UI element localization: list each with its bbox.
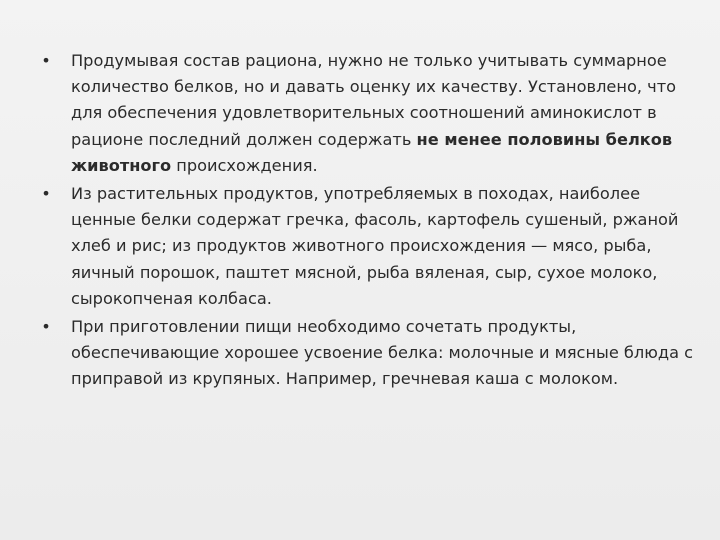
bullet-1-text-before: Продумывая состав рациона, нужно не только учитывать суммарное количество белков, но и давать оценку их качеству. Установлено, что для обеспечения удовлетворительных соотношений аминокислот в рационе последний должен содержать [71, 51, 677, 149]
bullet-3-text: При приготовлении пищи необходимо сочетать продукты, обеспечивающие хорошее усвоение белка: молочные и мясные блюда с приправой из крупяных. Например, гречневая каша с молоком. [71, 317, 694, 389]
bullet-1-text-after: происхождения. [171, 155, 318, 175]
bullet-item-2 [36, 181, 708, 312]
bullet-1-bold-text: не менее половины белков животного [71, 129, 673, 175]
bullet-2-text: Из растительных продуктов, употребляемых в походах, наиболее ценные белки содержат гречка, фасоль, картофель сушеный, ржаной хлеб и рис; из продуктов животного происхождения — мясо, рыба, яичный порошок, паштет мясной, рыба вяленая, сыр, сухое молоко, сырокопченая колбаса. [71, 184, 679, 308]
bullet-item-1 [36, 48, 708, 179]
bullet-list [36, 48, 708, 393]
bullet-item-3 [36, 314, 708, 393]
slide-body [36, 48, 708, 395]
bullet-marker: • [41, 317, 51, 337]
bullet-marker: • [41, 184, 51, 204]
bullet-marker: • [41, 51, 51, 70]
